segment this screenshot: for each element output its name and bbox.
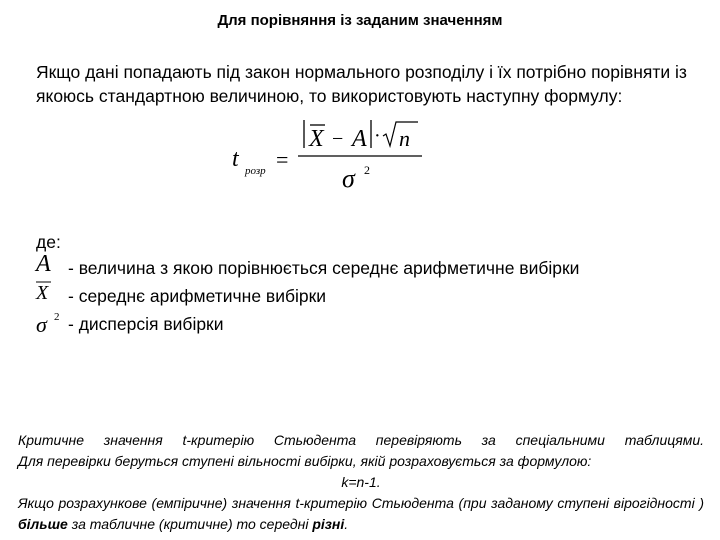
- def-a-text: - величина з якою порівнюється середнє арифметичне вибірки: [68, 258, 580, 278]
- bottom-line-3: k=n-1.: [341, 474, 381, 490]
- def-sigma-text: - дисперсія вибірки: [68, 314, 224, 334]
- formula-sigma: σ: [342, 164, 355, 193]
- formula-x: X: [309, 126, 324, 152]
- where-label: де:: [36, 232, 61, 252]
- bottom-line-4: [18, 493, 704, 535]
- symbol-a: [34, 250, 68, 274]
- bold-bilshe: більше: [18, 516, 68, 532]
- formula-exponent: 2: [364, 163, 370, 177]
- formula-t: t: [232, 146, 239, 172]
- symbol-sigma-glyph: σ: [36, 312, 47, 336]
- bottom-line-2: Для перевірки беруться ступені вільності вибірки, якій розраховується за формулою:: [18, 453, 592, 469]
- bottom-text-a: Якщо розрахункове (емпіричне) значення t-критерію Стьюдента (при заданому ступені вірогідності ): [18, 495, 704, 511]
- bottom-line-1: Критичне значення t-критерію Стьюдента перевіряють за спеціальними таблицями.: [18, 432, 704, 448]
- formula-subscript: розр: [245, 165, 266, 177]
- formula-dot: ·: [374, 125, 381, 147]
- symbol-a-glyph: A: [36, 251, 51, 276]
- symbol-x-glyph: X: [36, 282, 49, 302]
- formula-equals: =: [276, 147, 289, 172]
- bold-rizni: різні: [312, 516, 345, 532]
- def-x-text: - середнє арифметичне вибірки: [68, 286, 327, 306]
- t-statistic-formula: [228, 112, 428, 192]
- intro-paragraph: Якщо дані попадають під закон нормального розподілу і їх потрібно порівняти із якоюсь стандартною величиною, то використовують наступну формулу:: [36, 62, 687, 106]
- formula-n: n: [399, 126, 410, 151]
- bottom-text-b: за табличне (критичне) то середні: [67, 516, 313, 532]
- page-title: Для порівняння із заданим значенням: [217, 12, 503, 29]
- symbol-sigma-exp: 2: [54, 311, 60, 323]
- symbol-sigma-squared: [34, 306, 68, 336]
- conclusion-paragraph: [18, 430, 704, 535]
- formula-minus: −: [332, 128, 344, 150]
- formula-a: A: [352, 126, 367, 152]
- bottom-text-c: .: [344, 516, 349, 532]
- symbol-x: [34, 276, 68, 300]
